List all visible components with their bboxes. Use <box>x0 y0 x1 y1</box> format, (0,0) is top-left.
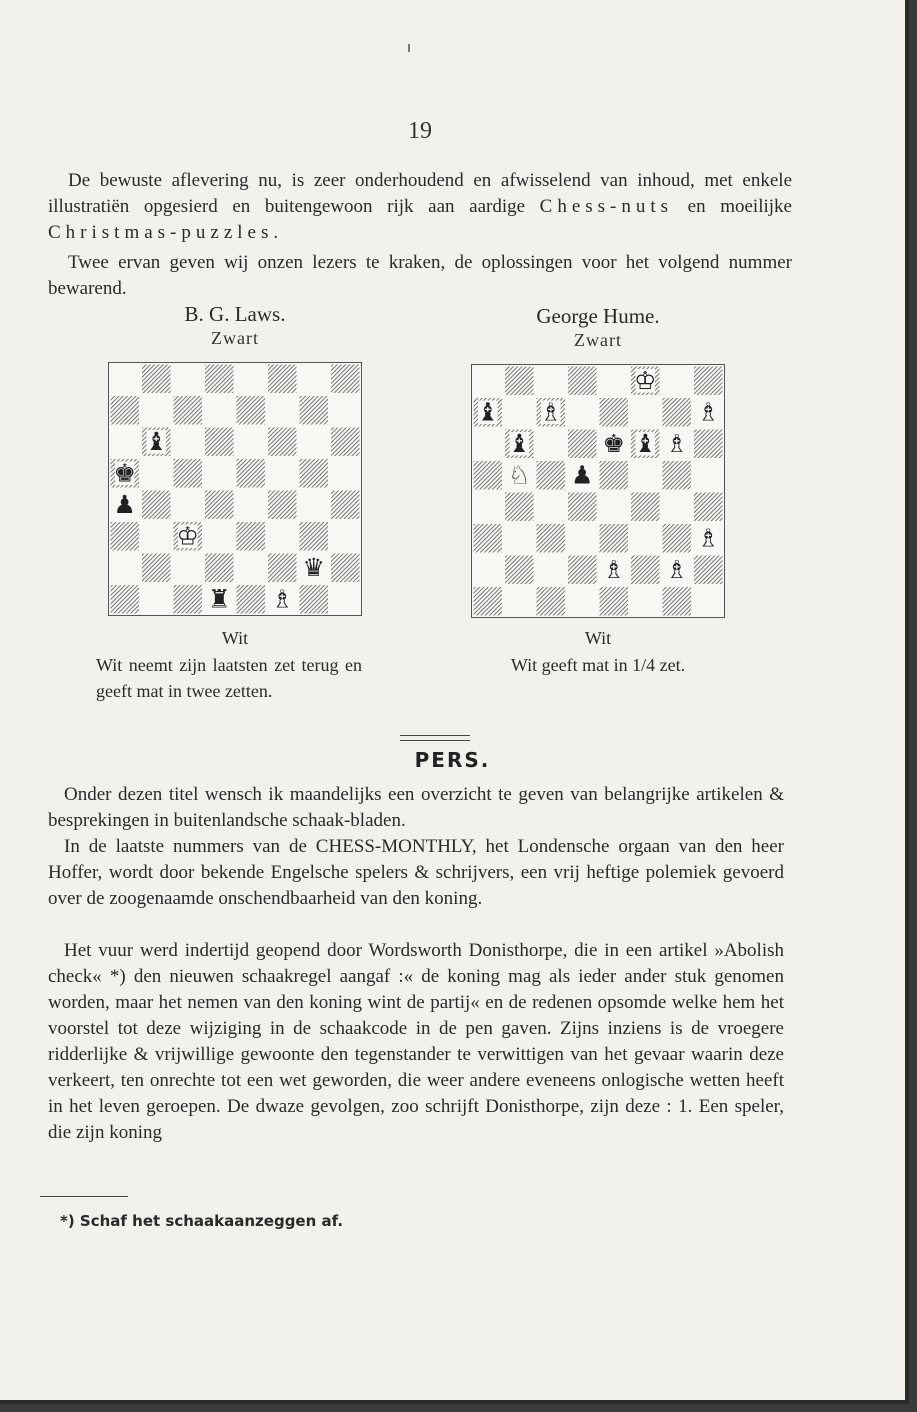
problem-author: George Hume. <box>536 304 660 328</box>
dark-square <box>142 554 171 583</box>
dark-square <box>568 493 597 522</box>
dark-square <box>205 554 234 583</box>
chess-board <box>471 364 725 618</box>
dark-square <box>300 459 329 488</box>
dark-square <box>142 365 171 394</box>
white-bishop-piece: ♗ <box>271 584 294 614</box>
dark-square <box>205 491 234 520</box>
problem-top-label: Zwart <box>574 330 622 350</box>
intro-paragraph <box>48 168 792 246</box>
dark-square <box>600 461 629 490</box>
page-number: 19 <box>408 118 432 144</box>
black-bishop-piece: ♝ <box>634 428 657 458</box>
black-queen-piece: ♛ <box>302 552 325 582</box>
dark-square <box>331 428 360 457</box>
dark-square <box>568 367 597 396</box>
dark-square <box>300 585 329 614</box>
text-run: . <box>273 222 279 243</box>
dark-square <box>237 522 266 551</box>
dark-square <box>268 554 297 583</box>
chess-board-diagram <box>472 365 724 617</box>
section-divider <box>400 735 470 741</box>
problem-caption: Wit neemt zijn laatsten zet terug en geeft mat in twee zetten. <box>96 655 362 701</box>
white-king-piece: ♔ <box>176 521 199 551</box>
dark-square <box>505 493 534 522</box>
dark-square <box>237 459 266 488</box>
dark-square <box>694 493 723 522</box>
text-run: en moeilijke <box>673 196 792 217</box>
dark-square <box>205 365 234 394</box>
dark-square <box>568 430 597 459</box>
dark-square <box>600 524 629 553</box>
dark-square <box>111 522 140 551</box>
dark-square <box>505 367 534 396</box>
dark-square <box>237 396 266 425</box>
text-run: De bewuste aflevering nu, is zeer onderhoudend en afwisselend van inhoud, met enkele illustratiën opgesierd en buitengewoon rijk aan aardige <box>48 170 792 217</box>
dark-square <box>268 491 297 520</box>
dark-square <box>111 585 140 614</box>
problem-top-label: Zwart <box>211 328 259 348</box>
problem-author: B. G. Laws. <box>184 302 286 326</box>
dark-square <box>174 396 203 425</box>
dark-square <box>237 585 266 614</box>
spaced-term: Chess-nuts <box>539 196 674 217</box>
dark-square <box>205 428 234 457</box>
dark-square <box>142 491 171 520</box>
dark-square <box>694 430 723 459</box>
dark-square <box>331 554 360 583</box>
dark-square <box>631 556 660 585</box>
dark-square <box>663 524 692 553</box>
black-pawn-piece: ♟ <box>113 489 136 519</box>
dark-square <box>268 365 297 394</box>
white-king-piece: ♔ <box>634 365 657 395</box>
dark-square <box>694 367 723 396</box>
white-bishop-piece: ♗ <box>697 523 720 553</box>
dark-square <box>111 396 140 425</box>
white-bishop-piece: ♗ <box>665 554 688 584</box>
white-bishop-piece: ♗ <box>665 428 688 458</box>
dark-square <box>568 556 597 585</box>
dark-square <box>331 491 360 520</box>
black-king-piece: ♚ <box>113 458 136 488</box>
dark-square <box>663 398 692 427</box>
dark-square <box>663 461 692 490</box>
dark-square <box>174 585 203 614</box>
black-king-piece: ♚ <box>602 428 625 458</box>
white-bishop-piece: ♗ <box>602 554 625 584</box>
problem-bottom-label: Wit <box>584 628 612 648</box>
dark-square <box>174 459 203 488</box>
dark-square <box>600 398 629 427</box>
problem-bottom-label: Wit <box>221 628 249 648</box>
intro-paragraph: Twee ervan geven wij onzen lezers te kraken, de oplossingen voor het volgend nummer bewarend. <box>48 252 792 299</box>
section-heading: PERS. <box>414 748 491 772</box>
dark-square <box>537 587 566 616</box>
scan-mark <box>408 44 410 52</box>
dark-square <box>631 493 660 522</box>
problem-caption: Wit geeft mat in 1/4 zet. <box>510 655 686 675</box>
dark-square <box>474 524 503 553</box>
black-bishop-piece: ♝ <box>145 426 168 456</box>
footnote-rule <box>40 1196 128 1197</box>
dark-square <box>663 587 692 616</box>
dark-square <box>505 556 534 585</box>
dark-square <box>600 587 629 616</box>
white-knight-piece: ♘ <box>508 460 531 490</box>
dark-square <box>300 522 329 551</box>
body-paragraph: Onder dezen titel wensch ik maandelijks een overzicht te geven van belangrijke artikelen & besprekingen in buitenlandsche schaak-bladen. <box>48 784 784 831</box>
body-paragraph: In de laatste nummers van de CHESS-MONTHLY, het Londensche orgaan van den heer Hoffer, wordt door bekende Engelsche spelers & schrijvers, een vrij heftige polemiek gevoerd over de zoogenaamde onschendbaarheid van den koning. <box>48 836 784 909</box>
black-bishop-piece: ♝ <box>476 397 499 427</box>
body-paragraph: Het vuur werd indertijd geopend door Wordsworth Donisthorpe, die in een artikel »Abolish check« *) den nieuwen schaakregel aangaf :« de koning mag als ieder ander stuk genomen worden, maar het nemen van den koning wint de partij« en de redenen opsomde welke hem het voorstel tot deze wijziging in de schaakcode in de pen gaven. Zijns inziens is de vroegere ridderlijke & vrijwillige gewoonte den tegenstander te verwittigen van het gevaar waarin deze verkeert, ten onrechte tot een wet geworden, die weer andere eveneens onlogische wetten heeft in het leven geroepen. De dwaze gevolgen, zoo schrijft Donisthorpe, zijn deze : 1. Een speler, die zijn koning <box>48 940 784 1143</box>
black-pawn-piece: ♟ <box>571 460 594 490</box>
chess-board <box>108 362 362 616</box>
white-bishop-piece: ♗ <box>697 397 720 427</box>
black-bishop-piece: ♝ <box>508 428 531 458</box>
black-rook-piece: ♜ <box>208 584 231 614</box>
dark-square <box>694 556 723 585</box>
footnote: *) Schaf het schaakaanzeggen af. <box>60 1212 344 1230</box>
dark-square <box>537 524 566 553</box>
dark-square <box>300 396 329 425</box>
chess-board-diagram <box>109 363 361 615</box>
dark-square <box>537 461 566 490</box>
dark-square <box>331 365 360 394</box>
white-bishop-piece: ♗ <box>539 397 562 427</box>
dark-square <box>474 587 503 616</box>
spaced-term: Christmas-puzzles <box>48 222 274 243</box>
dark-square <box>268 428 297 457</box>
dark-square <box>474 461 503 490</box>
